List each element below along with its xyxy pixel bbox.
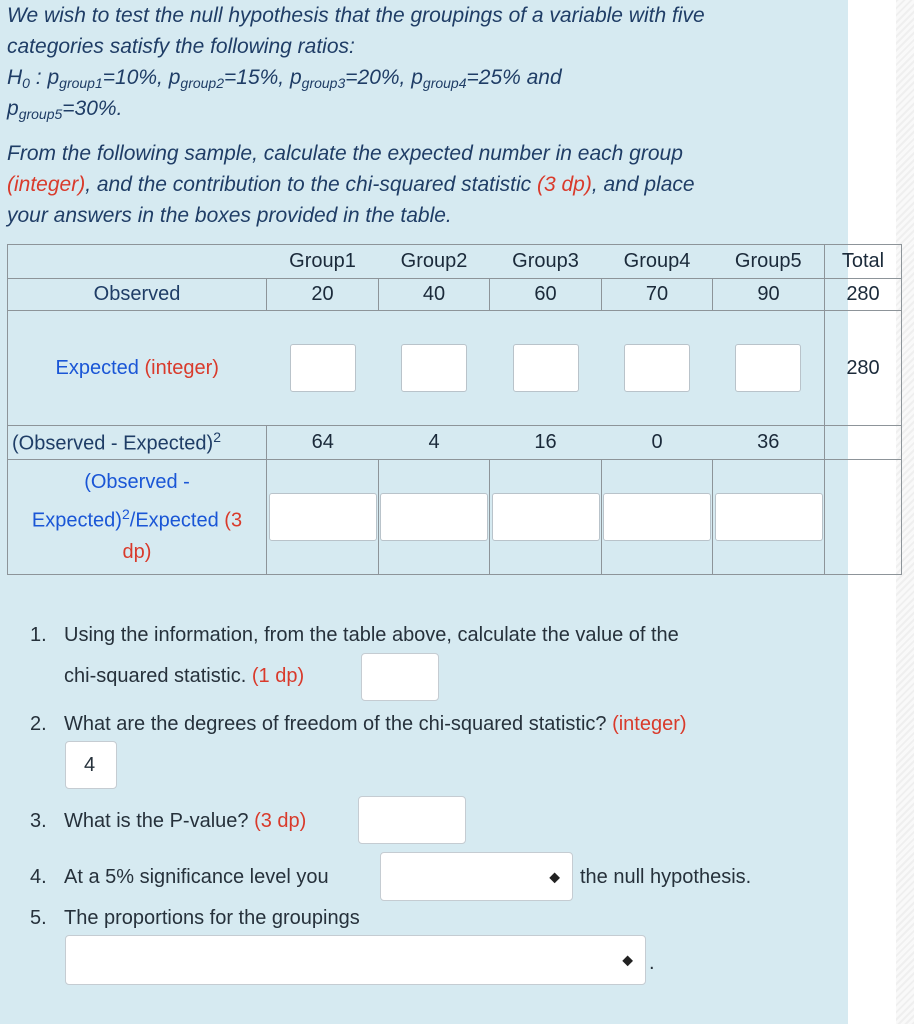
header-group2: Group2 bbox=[379, 245, 490, 279]
contribution-group5-input[interactable] bbox=[715, 493, 823, 541]
up-down-arrow-icon: ◆ bbox=[549, 868, 560, 884]
contribution-group1-cell bbox=[267, 460, 379, 575]
observed-group5: 90 bbox=[713, 279, 825, 311]
instructions-line-3: your answers in the boxes provided in the table. bbox=[7, 204, 452, 227]
significance-decision-select[interactable] bbox=[380, 852, 573, 901]
question-2: 2. What are the degrees of freedom of the chi-squared statistic? (integer) bbox=[30, 713, 687, 735]
diff-squared-total bbox=[825, 426, 902, 460]
instructions-line-2: (integer), and the contribution to the chi-squared statistic (3 dp), and place bbox=[7, 173, 695, 196]
expected-total: 280 bbox=[825, 311, 902, 426]
contribution-group1-input[interactable] bbox=[269, 493, 377, 541]
diff-squared-row bbox=[8, 426, 902, 460]
observed-total: 280 bbox=[825, 279, 902, 311]
header-group3: Group3 bbox=[490, 245, 602, 279]
observed-group2: 40 bbox=[379, 279, 490, 311]
question-4: 4. At a 5% significance level you bbox=[30, 866, 329, 888]
header-empty-cell bbox=[8, 245, 267, 279]
contribution-group2-input[interactable] bbox=[380, 493, 488, 541]
diff-squared-group3: 16 bbox=[490, 426, 602, 460]
contribution-total bbox=[825, 460, 902, 575]
expected-group2-input[interactable] bbox=[401, 344, 467, 392]
question-3: 3. What is the P-value? (3 dp) bbox=[30, 810, 307, 832]
expected-group2-cell bbox=[379, 311, 490, 426]
observed-label: Observed bbox=[8, 279, 267, 311]
question-5: 5. The proportions for the groupings bbox=[30, 907, 360, 929]
contribution-group5-cell bbox=[713, 460, 825, 575]
hypothesis-line-2: $p_{group5}=30\%$. bbox=[7, 97, 123, 122]
expected-label: Expected (integer) bbox=[8, 311, 267, 426]
header-group4: Group4 bbox=[602, 245, 713, 279]
header-group5: Group5 bbox=[713, 245, 825, 279]
question-1-line-1: 1. Using the information, from the table above, calculate the value of the bbox=[30, 624, 679, 646]
expected-group3-input[interactable] bbox=[513, 344, 579, 392]
p-value-input[interactable] bbox=[358, 796, 466, 844]
diff-squared-group4: 0 bbox=[602, 426, 713, 460]
chi-squared-table bbox=[7, 244, 902, 575]
question-5-period: . bbox=[649, 952, 655, 974]
expected-group3-cell bbox=[490, 311, 602, 426]
expected-group4-input[interactable] bbox=[624, 344, 690, 392]
chi-squared-statistic-input[interactable] bbox=[361, 653, 439, 701]
expected-group5-input[interactable] bbox=[735, 344, 801, 392]
diff-squared-label: (Observed - Expected)$^2$ bbox=[8, 426, 267, 460]
intro-line-1: We wish to test the null hypothesis that the groupings of a variable with five bbox=[7, 4, 705, 27]
contribution-group4-cell bbox=[602, 460, 713, 575]
diff-squared-group2: 4 bbox=[379, 426, 490, 460]
expected-group1-input[interactable] bbox=[290, 344, 356, 392]
observed-row bbox=[8, 279, 902, 311]
contribution-group2-cell bbox=[379, 460, 490, 575]
contribution-row bbox=[8, 460, 902, 575]
proportions-conclusion-select[interactable] bbox=[65, 935, 646, 985]
contribution-group3-input[interactable] bbox=[492, 493, 600, 541]
degrees-of-freedom-input[interactable]: 4 bbox=[65, 741, 117, 789]
contribution-label: (Observed - Expected)$^2$/Expected (3 dp) bbox=[8, 460, 267, 575]
expected-group5-cell bbox=[713, 311, 825, 426]
instructions-line-1: From the following sample, calculate the expected number in each group bbox=[7, 142, 683, 165]
diff-squared-group1: 64 bbox=[267, 426, 379, 460]
header-total: Total bbox=[825, 245, 902, 279]
header-group1: Group1 bbox=[267, 245, 379, 279]
question-1-line-2: chi-squared statistic. (1 dp) bbox=[64, 665, 305, 687]
expected-group1-cell bbox=[267, 311, 379, 426]
expected-row bbox=[8, 311, 902, 426]
contribution-group4-input[interactable] bbox=[603, 493, 711, 541]
contribution-group3-cell bbox=[490, 460, 602, 575]
observed-group3: 60 bbox=[490, 279, 602, 311]
intro-line-2: categories satisfy the following ratios: bbox=[7, 35, 355, 58]
diff-squared-group5: 36 bbox=[713, 426, 825, 460]
hypothesis-line-1: $H_0$ : $p_{group1}=10\%$, $p_{group2}=15\%$, $p_{group3}=20\%$, $p_{group4}=25\%$ and bbox=[7, 66, 562, 91]
observed-group4: 70 bbox=[602, 279, 713, 311]
expected-group4-cell bbox=[602, 311, 713, 426]
up-down-arrow-icon: ◆ bbox=[622, 951, 633, 968]
header-row bbox=[8, 245, 902, 279]
observed-group1: 20 bbox=[267, 279, 379, 311]
question-4-suffix: the null hypothesis. bbox=[580, 866, 752, 888]
